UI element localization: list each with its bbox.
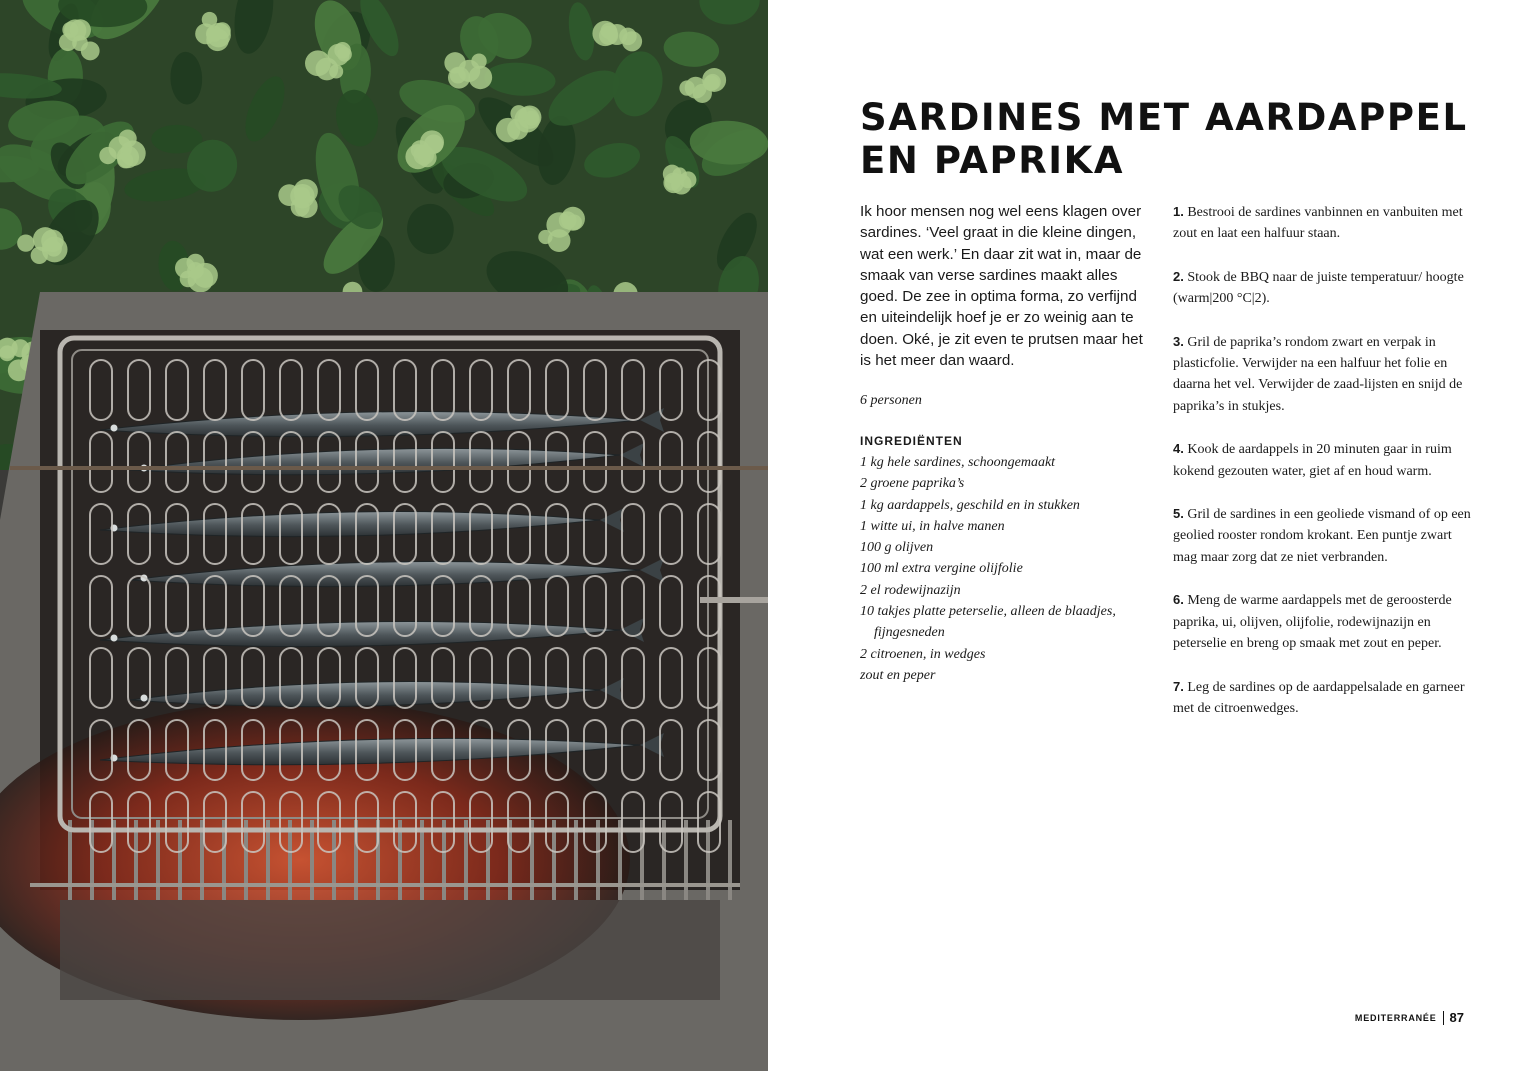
blossom (329, 64, 343, 78)
step-text: Bestrooi de sardines vanbinnen en vanbuiten met zout en laat een halfuur staan. (1173, 205, 1463, 242)
method-steps (1173, 201, 1473, 719)
blossom (291, 198, 310, 217)
page-footer (1355, 1010, 1464, 1025)
blossom (72, 35, 88, 51)
sardine-eye (141, 695, 148, 702)
ingredient-item: 100 ml extra vergine olijfolie (860, 561, 1023, 577)
step-text: Meng de warme aardappels met de geroosterde paprika, ui, olijven, olijfolie, rodewijnazijn en peterselie en breng op smaak met zout en peper. (1173, 593, 1452, 651)
blossom (507, 118, 528, 139)
sardine-eye (111, 425, 118, 432)
step-number: 1. (1173, 204, 1184, 219)
method-step (1173, 503, 1473, 568)
step-text: Gril de paprika’s rondom zwart en verpak in plasticfolie. Verwijder na een halfuur het folie en daarna het vel. Verwijder de zaad-lijsten en snijd de paprika’s in stukjes. (1173, 334, 1463, 414)
step-text: Kook de aardappels in 20 minuten gaar in ruim kokend gezouten water, giet af en houd warm. (1173, 442, 1452, 479)
method-step (1173, 201, 1473, 245)
sardine-eye (111, 635, 118, 642)
recipe-page (768, 0, 1536, 1071)
blossom (11, 339, 29, 357)
blossom (559, 211, 577, 229)
blossom (33, 227, 58, 252)
ingredient-item: 100 g olijven (860, 540, 934, 556)
method-step (1173, 331, 1473, 417)
ingredient-item: 1 kg aardappels, geschild en in stukken (860, 497, 1080, 513)
section-name: MEDITERRANÉE (1354, 1012, 1437, 1023)
servings: 6 personen (860, 393, 922, 409)
blossom (119, 130, 137, 148)
method-step (1173, 589, 1473, 654)
blossom (592, 21, 617, 46)
ingredients-heading: INGREDIËNTEN (860, 433, 963, 448)
step-text: Gril de sardines in een geoliede vismand of op een geolied rooster rondom krokant. Een puntje zwart mag maar zorg dat ze niet verbranden. (1173, 507, 1471, 565)
blossom (206, 28, 229, 51)
step-text: Leg de sardines op de aardappelsalade en garneer met de citroenwedges. (1173, 679, 1465, 716)
blossom (175, 258, 196, 279)
ingredient-item: 1 witte ui, in halve manen (860, 518, 1005, 534)
step-number: 7. (1173, 678, 1184, 694)
blossom (705, 74, 721, 90)
ingredient-item: 10 takjes platte peterselie, alleen de blaadjes, fijngesneden (860, 604, 1116, 641)
ingredient-item: 1 kg hele sardines, schoongemaakt (860, 454, 1056, 470)
blossom (305, 50, 331, 76)
blossom (411, 140, 430, 159)
ingredient-item: zout en peper (860, 667, 936, 683)
blossom (334, 42, 351, 59)
title-line-1: SARDINES MET AARDAPPEL (860, 96, 1468, 139)
ingredient-item: 2 citroenen, in wedges (860, 646, 986, 662)
step-text: Stook de BBQ naar de juiste temperatuur/ hoogte (warm|200 °C|2). (1173, 269, 1464, 307)
step-number: 5. (1173, 506, 1184, 522)
step-number: 2. (1173, 268, 1184, 284)
step-number: 6. (1173, 592, 1184, 608)
blossom (444, 52, 465, 73)
blossom (665, 175, 681, 191)
intro-text: Ik hoor mensen nog wel eens klagen over sardines. ‘Veel graat in die kleine dingen, wat een werk.’ En daar zit wat in, maar de smaak van verse sardines maakt alles goed. De zee in optima forma, zo verfijnd en uiteindelijk hoef je er zo weinig aan te doen. Oké, je zit even te prutsen maar het is het meer dan waard. (860, 203, 1143, 370)
blossom (99, 147, 116, 164)
blossom (679, 80, 694, 95)
blossom (117, 152, 133, 168)
ingredient-item: 2 el rodewijnazijn (860, 582, 961, 598)
method-step (1173, 438, 1473, 482)
ingredients-list (860, 452, 1156, 686)
blossom (17, 234, 34, 251)
ash-bed (60, 900, 720, 1000)
footer-divider (1443, 1011, 1444, 1025)
page-number: 87 (1449, 1010, 1464, 1025)
title-line-2: EN PAPRIKA (860, 139, 1125, 182)
method-column (1173, 201, 1473, 740)
step-number: 4. (1173, 441, 1184, 457)
recipe-title (860, 96, 1480, 182)
method-step (1173, 676, 1473, 720)
intro-column (860, 201, 1156, 686)
step-number: 3. (1173, 333, 1184, 349)
method-step (1173, 266, 1473, 310)
ingredient-item: 2 groene paprika’s (860, 476, 965, 492)
